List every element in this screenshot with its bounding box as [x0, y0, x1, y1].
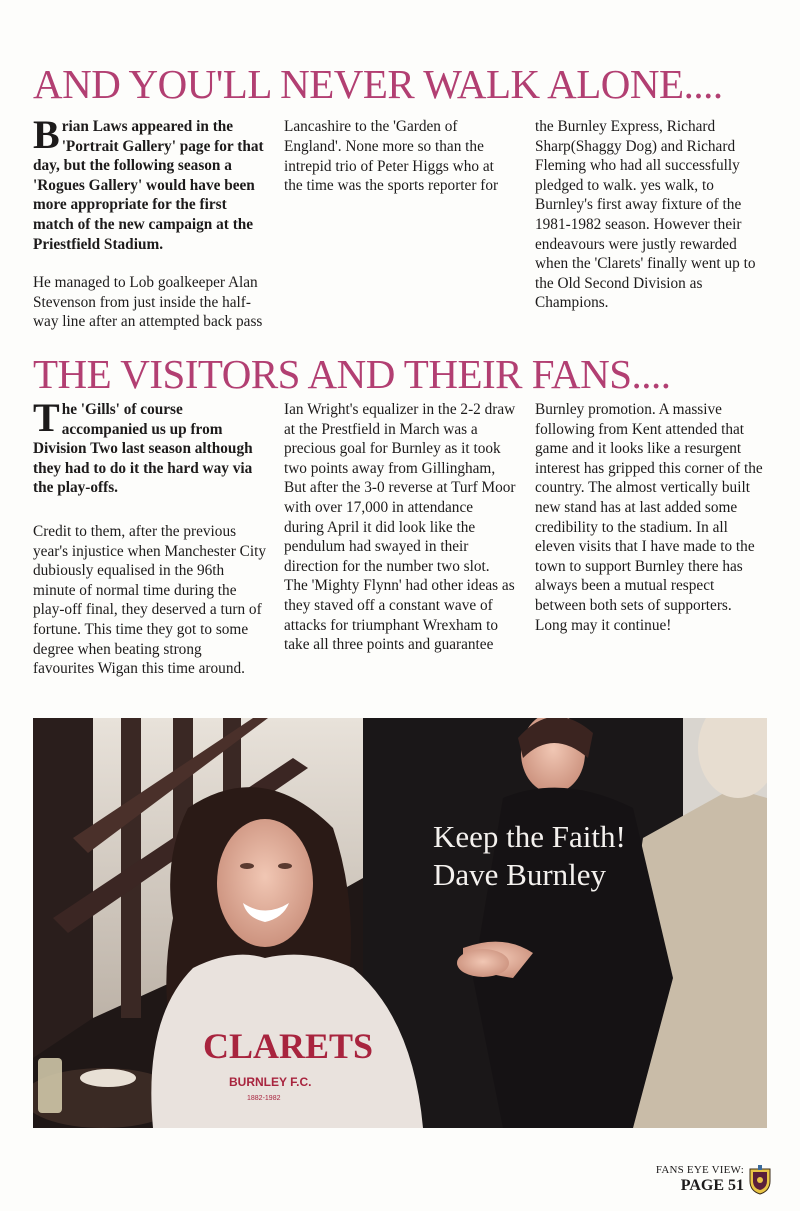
- body-text-para2: the Burnley Express, Richard Sharp(Shaggy Dog) and Richard Fleming who had all successfully pledged to walk. yes walk, to Burnley's first away fixture of the 1981-1982 season. However their endeavours were justly rewarded when the 'Clarets' finally went up to the Old Second Division as Champions.: [535, 118, 756, 312]
- fan-photo: [33, 718, 767, 1128]
- caption-line-1: Keep the Faith!: [433, 819, 626, 854]
- body-text-para1: Lancashire to the 'Garden of England'. None more so than the intrepid trio of Peter Higgs who at the time was the sports reporter for: [284, 118, 499, 195]
- headline-visitors-and-fans: THE VISITORS AND THEIR FANS....: [33, 351, 671, 397]
- shirt-clarets-text: CLARETS: [203, 1026, 374, 1066]
- lead-text: rian Laws appeared in the 'Portrait Gallery' page for that day, but the following season a 'Rogues Gallery' would have been more appropriate for the first match of the new campaign at the Priestfield Stadium.: [33, 118, 264, 253]
- lead-text-2: he 'Gills' of course accompanied us up from Division Two last season although they had to do it the hard way via the play-offs.: [33, 401, 253, 497]
- body-text-continued: [284, 117, 516, 333]
- column-4: [33, 395, 266, 679]
- photo-caption: [433, 818, 626, 894]
- column-2: [284, 117, 516, 333]
- body-text-wright: Ian Wright's equalizer in the 2-2 draw at the Prestfield in March was a precious goal for Burnley as it took two points away from Gillingham, But after the 3-0 reverse at Turf Moor with over 17,000 in attendance during April it did look like the pendulum had swayed in their direction for the number two slot. The 'Mighty Flynn' had other ideas as they staved off a constant wave of attacks for triumphant Wrexham to take all three points and guarantee: [284, 401, 516, 654]
- body-text-credit: Credit to them, after the previous year's injustice when Manchester City dubiously equalised in the 96th minute of normal time during the play-off final, they deserved a turn of fortune. This time they got to some degree when beating strong favourites Wigan this time around.: [33, 522, 266, 678]
- drop-cap-2: T: [33, 395, 60, 440]
- page-number: PAGE 51: [680, 1177, 744, 1194]
- footer-section-label: FANS EYE VIEW:: [655, 1164, 744, 1176]
- page-footer: [656, 1164, 744, 1195]
- shirt-burnley-text: BURNLEY F.C.: [229, 1075, 312, 1089]
- lead-paragraph-2: [33, 395, 266, 498]
- body-text-promotion: Burnley promotion. A massive following from Kent attended that game and it looks like a resurgent interest has gripped this corner of the country. The almost vertically built new stand has at last added some credibility to the stadium. In all eleven visits that I have made to the town to support Burnley there has always been a mutual respect between both sets of supporters. Long may it continue!: [535, 401, 763, 634]
- column-6: [535, 400, 767, 635]
- column-1: [33, 112, 266, 332]
- lead-paragraph: [33, 112, 266, 254]
- photo-illustration: [33, 718, 767, 1128]
- column-5: [284, 400, 516, 655]
- body-text-part: He managed to Lob goalkeeper Alan Stevenson from just inside the half-way line after an attempted back pass: [33, 274, 263, 331]
- drop-cap: B: [33, 112, 60, 157]
- column-3: [535, 117, 767, 313]
- headline-never-walk-alone: AND YOU'LL NEVER WALK ALONE....: [33, 61, 723, 107]
- shirt-years-text: 1882-1982: [247, 1095, 281, 1102]
- caption-line-2: Dave Burnley: [433, 857, 607, 892]
- club-crest-icon: [748, 1165, 772, 1195]
